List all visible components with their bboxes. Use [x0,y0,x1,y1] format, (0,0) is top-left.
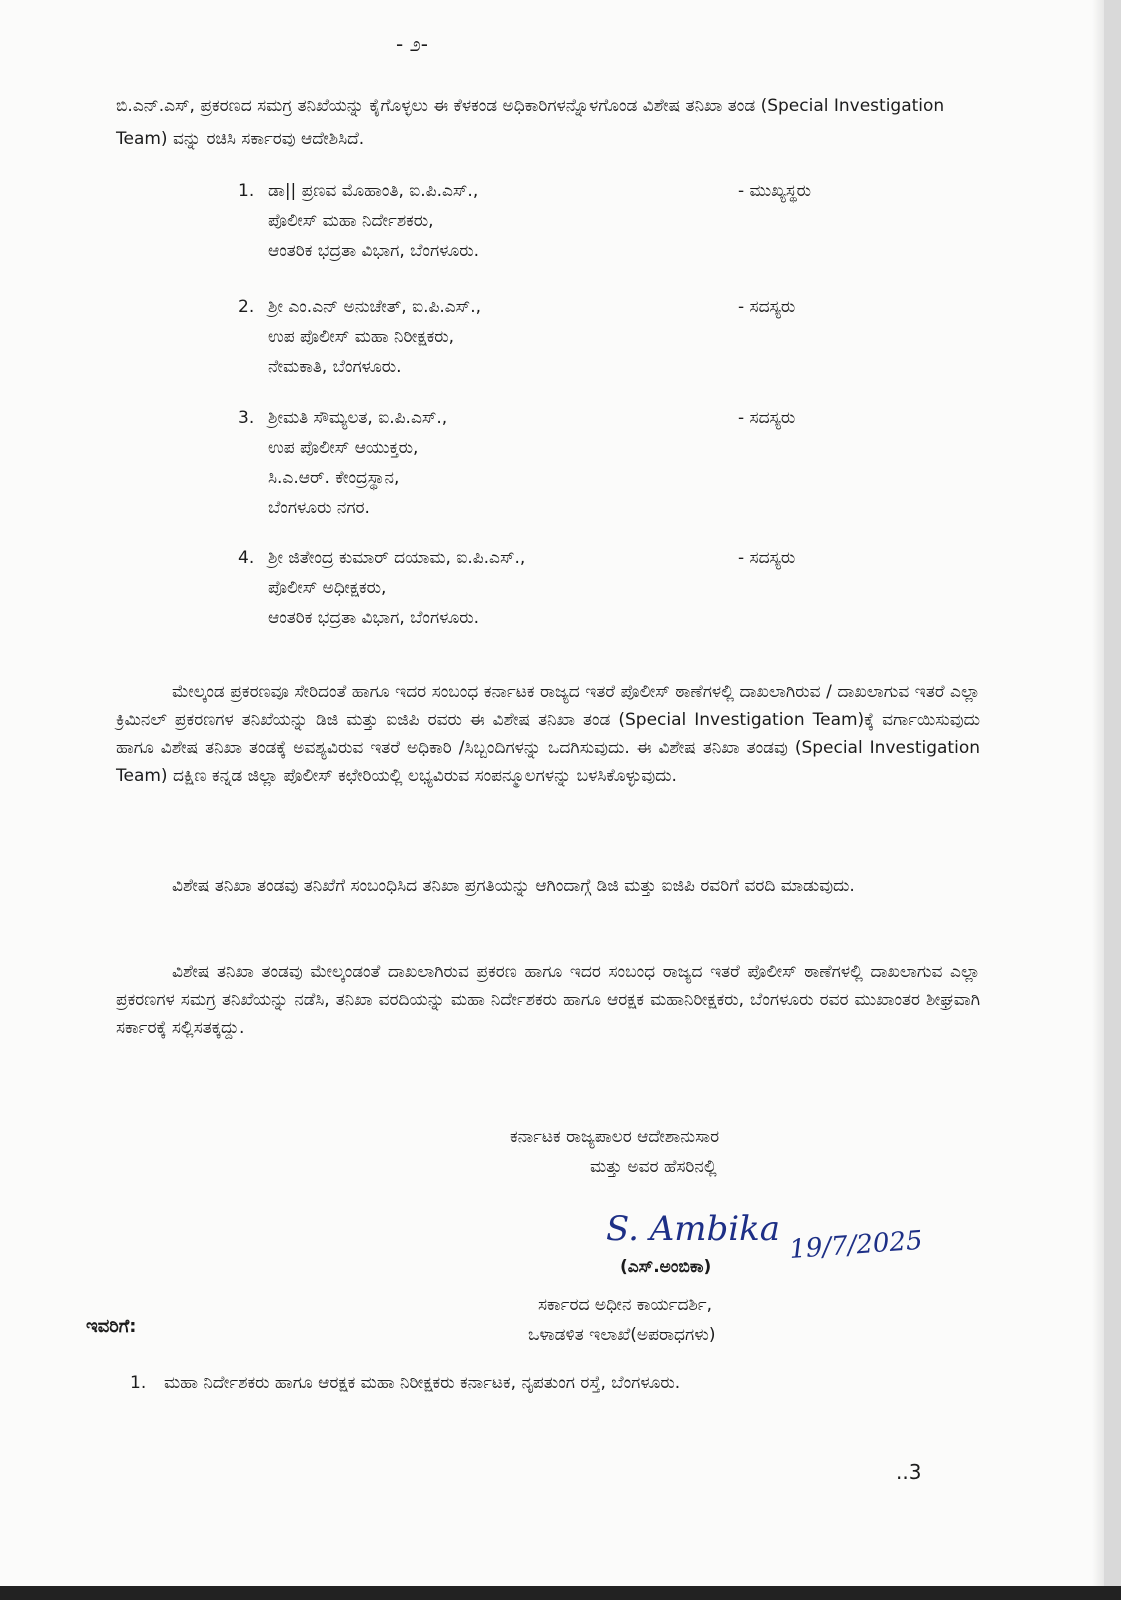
body-paragraph: ಮೇಲ್ಕಂಡ ಪ್ರಕರಣವೂ ಸೇರಿದಂತೆ ಹಾಗೂ ಇದರ ಸಂಬಂಧ ಕರ್ನಾಟಕ ರಾಜ್ಯದ ಇತರೆ ಪೊಲೀಸ್ ಠಾಣೆಗಳಲ್ಲಿ ದಾಖಲಾಗಿರುವ / ದಾಖಲಾಗುವ ಇತರೆ ಎಲ್ಲಾ ಕ್ರಿಮಿನಲ್ ಪ್ರಕರಣಗಳ ತನಿಖೆಯನ್ನು ಡಿಜಿ ಮತ್ತು ಐಜಿಪಿ ರವರು ಈ ವಿಶೇಷ ತನಿಖಾ ತಂಡ (Special Investigation Team)ಕ್ಕೆ ವರ್ಗಾಯಿಸುವುದು ಹಾಗೂ ವಿಶೇಷ ತನಿಖಾ ತಂಡಕ್ಕೆ ಅವಶ್ಯವಿರುವ ಇತರೆ ಅಧಿಕಾರಿ /ಸಿಬ್ಬಂದಿಗಳನ್ನು ಒದಗಿಸುವುದು. ಈ ವಿಶೇಷ ತನಿಖಾ ತಂಡವು (Special Investigation Team) ದಕ್ಷಿಣ ಕನ್ನಡ ಜಿಲ್ಲಾ ಪೊಲೀಸ್ ಕಛೇರಿಯಲ್ಲಿ ಲಭ್ಯವಿರುವ ಸಂಪನ್ಮೂಲಗಳನ್ನು ಬಳಸಿಕೊಳ್ಳುವುದು. [116,682,980,786]
member-office: ಆಂತರಿಕ ಭದ್ರತಾ ವಿಭಾಗ, ಬೆಂಗಳೂರು. [268,241,480,261]
member-designation: ಪೊಲೀಸ್ ಮಹಾ ನಿರ್ದೇಶಕರು, [268,211,434,231]
member-designation: ಉಪ ಪೊಲೀಸ್ ಆಯುಕ್ತರು, [268,438,419,458]
bottom-bar [0,1586,1121,1600]
recipient-text: ಮಹಾ ನಿರ್ದೇಶಕರು ಹಾಗೂ ಆರಕ್ಷಕ ಮಹಾ ನಿರೀಕ್ಷಕರು ಕರ್ನಾಟಕ, ನೃಪತುಂಗ ರಸ್ತೆ, ಬೆಂಗಳೂರು. [164,1373,681,1393]
body-paragraph: ವಿಶೇಷ ತನಿಖಾ ತಂಡವು ತನಿಖೆಗೆ ಸಂಬಂಧಿಸಿದ ತನಿಖಾ ಪ್ರಗತಿಯನ್ನು ಆಗಿಂದಾಗ್ಗೆ ಡಿಜಿ ಮತ್ತು ಐಜಿಪಿ ರವರಿಗೆ ವರದಿ ಮಾಡುವುದು. [172,876,855,896]
member-number: 1. [238,181,255,201]
signatory-department: ಒಳಾಡಳಿತ ಇಲಾಖೆ(ಅಪರಾಧಗಳು) [528,1325,716,1345]
member-details [268,403,738,523]
signatory-name: (ಎಸ್.ಅಂಬಿಕಾ) [620,1257,712,1277]
intro-paragraph: ಬಿ.ಎನ್.ಎಸ್, ಪ್ರಕರಣದ ಸಮಗ್ರ ತನಿಖೆಯನ್ನು ಕೈಗೊಳ್ಳಲು ಈ ಕೆಳಕಂಡ ಅಧಿಕಾರಿಗಳನ್ನೊಳಗೊಂಡ ವಿಶೇಷ ತನಿಖಾ ತಂಡ (Special Investigation Team) ವನ್ನು ರಚಿಸಿ ಸರ್ಕಾರವು ಆದೇಶಿಸಿದೆ. [116,96,945,149]
authority-line: ಮತ್ತು ಅವರ ಹೆಸರಿನಲ್ಲಿ [590,1157,717,1177]
body-paragraph: ವಿಶೇಷ ತನಿಖಾ ತಂಡವು ಮೇಲ್ಕಂಡಂತೆ ದಾಖಲಾಗಿರುವ ಪ್ರಕರಣ ಹಾಗೂ ಇದರ ಸಂಬಂಧ ರಾಜ್ಯದ ಇತರೆ ಪೊಲೀಸ್ ಠಾಣೆಗಳಲ್ಲಿ ದಾಖಲಾಗುವ ಎಲ್ಲಾ ಪ್ರಕರಣಗಳ ಸಮಗ್ರ ತನಿಖೆಯನ್ನು ನಡೆಸಿ, ತನಿಖಾ ವರದಿಯನ್ನು ಮಹಾ ನಿರ್ದೇಶಕರು ಹಾಗೂ ಆರಕ್ಷಕ ಮಹಾನಿರೀಕ್ಷಕರು, ಬೆಂಗಳೂರು ರವರ ಮುಖಾಂತರ ಶೀಘ್ರವಾಗಿ ಸರ್ಕಾರಕ್ಕೆ ಸಲ್ಲಿಸತಕ್ಕದ್ದು. [116,962,980,1038]
member-designation: ಪೊಲೀಸ್ ಅಧೀಕ್ಷಕರು, [268,578,387,598]
member-details [268,176,738,266]
signatory-designation: ಸರ್ಕಾರದ ಅಧೀನ ಕಾರ್ಯದರ್ಶಿ, [538,1295,712,1315]
page-number: - ೨- [396,32,428,56]
member-name: ಶ್ರೀ ಜಿತೇಂದ್ರ ಕುಮಾರ್ ದಯಾಮ, ಐ.ಪಿ.ಎಸ್., [268,548,526,568]
member-office: ಸಿ.ಎ.ಆರ್. ಕೇಂದ್ರಸ್ಥಾನ, [268,468,400,488]
recipients-heading: ಇವರಿಗೆ: [86,1316,137,1337]
member-number: 2. [238,297,255,317]
member-role: - ಮುಖ್ಯಸ್ಥರು [738,181,811,201]
member-role: - ಸದಸ್ಯರು [738,408,796,428]
signature-block [510,1122,950,1345]
member-number: 3. [238,408,255,428]
recipient-number: 1. [130,1373,147,1393]
member-role: - ಸದಸ್ಯರು [738,297,796,317]
member-name: ಡಾ|| ಪ್ರಣವ ಮೊಹಾಂತಿ, ಐ.ಪಿ.ಎಸ್., [268,181,479,201]
signature-date: 19/7/2025 [788,1225,924,1265]
member-details [268,292,738,382]
member-name: ಶ್ರೀಮತಿ ಸೌಮ್ಯಲತ, ಐ.ಪಿ.ಎಸ್., [268,408,448,428]
page-edge-shadow [1092,0,1104,1586]
member-office: ನೇಮಕಾತಿ, ಬೆಂಗಳೂರು. [268,357,402,377]
member-number: 4. [238,548,255,568]
authority-line: ಕರ್ನಾಟಕ ರಾಜ್ಯಪಾಲರ ಆದೇಶಾನುಸಾರ [510,1127,720,1147]
member-city: ಬೆಂಗಳೂರು ನಗರ. [268,498,370,518]
member-designation: ಉಪ ಪೊಲೀಸ್ ಮಹಾ ನಿರೀಕ್ಷಕರು, [268,327,455,347]
member-role: - ಸದಸ್ಯರು [738,548,796,568]
signature-scribble: S. Ambika [606,1209,781,1249]
member-office: ಆಂತರಿಕ ಭದ್ರತಾ ವಿಭಾಗ, ಬೆಂಗಳೂರು. [268,608,480,628]
continuation-marker: ..3 [896,1460,922,1484]
member-name: ಶ್ರೀ ಎಂ.ಎನ್ ಅನುಚೇತ್, ಐ.ಪಿ.ಎಸ್., [268,297,482,317]
member-details [268,543,738,633]
